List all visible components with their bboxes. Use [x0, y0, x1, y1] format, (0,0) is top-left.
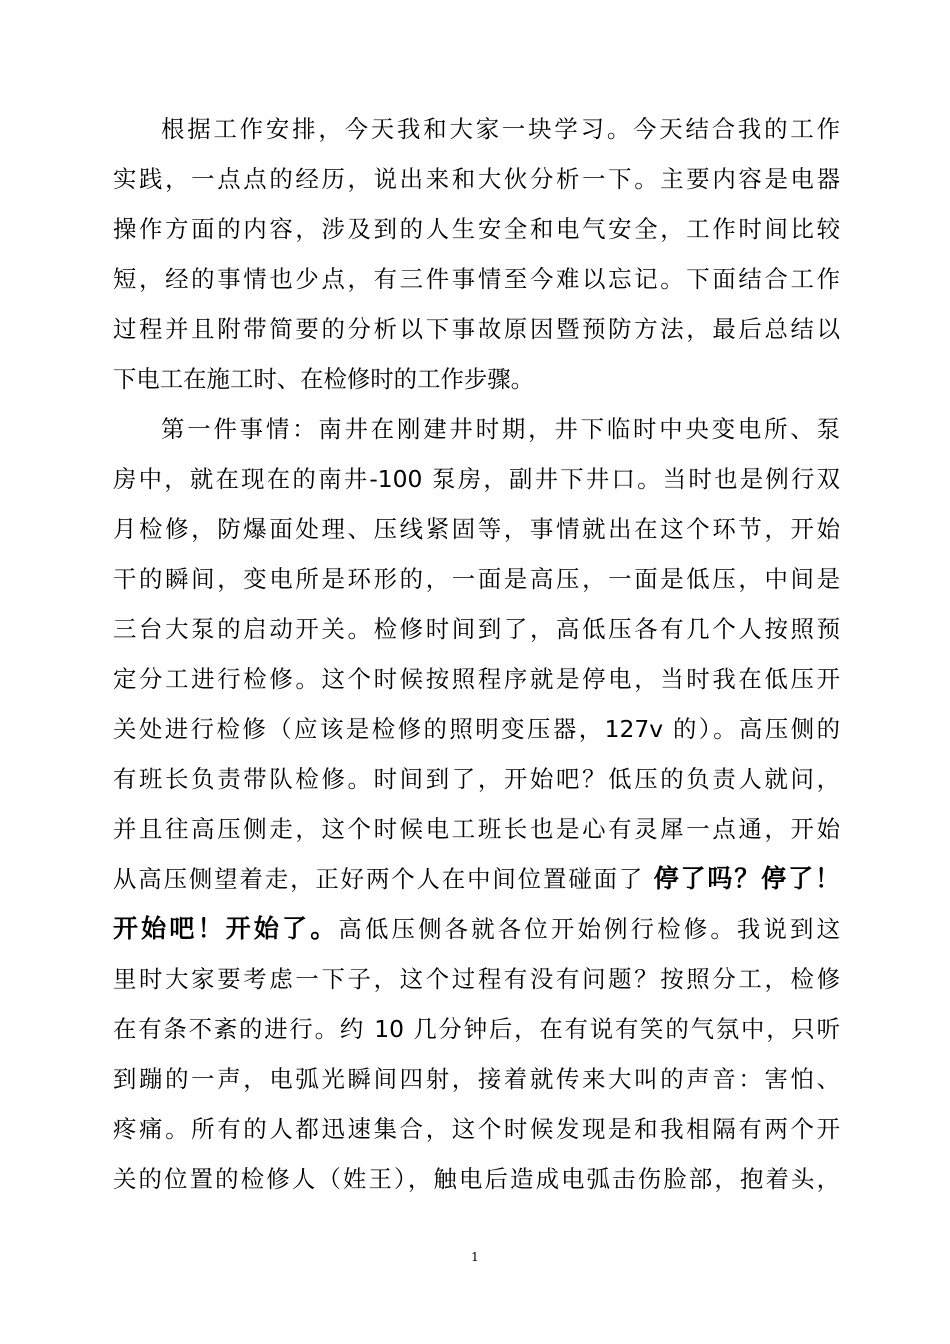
paragraph-2-line-13: 在有条不紊的进行。约 10 几分钟后，在有说有笑的气氛中，只听 — [113, 1015, 840, 1043]
paragraph-1-line-5: 过程并且附带简要的分析以下事故原因暨预防方法，最后总结以 — [113, 315, 840, 343]
bold-dialogue-continued: 开始吧！开始了。 — [113, 914, 339, 943]
paragraph-1-line-2: 实践，一点点的经历，说出来和大伙分析一下。主要内容是电器 — [113, 165, 840, 193]
line-text: 高低压侧各就各位开始例行检修。我说到这 — [338, 915, 840, 943]
paragraph-1-line-4: 短，经的事情也少点，有三件事情至今难以忘记。下面结合工作 — [113, 265, 840, 293]
paragraph-2-line-11 — [113, 904, 840, 954]
paragraph-2-line-3: 月检修，防爆面处理、压线紧固等，事情就出在这个环节，开始 — [113, 515, 840, 543]
bold-dialogue: 停了吗？停了！ — [653, 864, 840, 893]
paragraph-2-line-2: 房中，就在现在的南井-100 泵房，副井下井口。当时也是例行双 — [113, 465, 840, 493]
paragraph-2-line-12: 里时大家要考虑一下子，这个过程有没有问题？按照分工，检修 — [113, 965, 840, 993]
paragraph-2-line-14: 到蹦的一声，电弧光瞬间四射，接着就传来大叫的声音：害怕、 — [113, 1065, 840, 1093]
paragraph-2-line-1: 第一件事情：南井在刚建井时期，井下临时中央变电所、泵 — [161, 415, 840, 443]
paragraph-2-line-8: 有班长负责带队检修。时间到了，开始吧？低压的负责人就问， — [113, 765, 840, 793]
paragraph-2-line-15: 疼痛。所有的人都迅速集合，这个时候发现是和我相隔有两个开 — [113, 1115, 840, 1143]
paragraph-2-line-7: 关处进行检修（应该是检修的照明变压器，127v 的）。高压侧的 — [113, 715, 840, 743]
paragraph-1-line-6: 下电工在施工时、在检修时的工作步骤。 — [113, 365, 535, 393]
paragraph-2-line-4: 干的瞬间，变电所是环形的，一面是高压，一面是低压，中间是 — [113, 565, 840, 593]
line-text: 从高压侧望着走，正好两个人在中间位置碰面了 — [113, 865, 645, 893]
paragraph-1-line-1: 根据工作安排，今天我和大家一块学习。今天结合我的工作 — [161, 115, 840, 143]
paragraph-2-line-6: 定分工进行检修。这个时候按照程序就是停电，当时我在低压开 — [113, 665, 840, 693]
page-number: 1 — [471, 1250, 479, 1264]
paragraph-2-line-16: 关的位置的检修人（姓王），触电后造成电弧击伤脸部，抱着头， — [113, 1165, 840, 1193]
paragraph-1-line-3: 操作方面的内容，涉及到的人生安全和电气安全，工作时间比较 — [113, 215, 840, 243]
paragraph-2-line-9: 并且往高压侧走，这个时候电工班长也是心有灵犀一点通，开始 — [113, 815, 840, 843]
body-text — [113, 104, 840, 1204]
paragraph-2-line-10 — [113, 854, 840, 904]
paragraph-2-line-5: 三台大泵的启动开关。检修时间到了，高低压各有几个人按照预 — [113, 615, 840, 643]
